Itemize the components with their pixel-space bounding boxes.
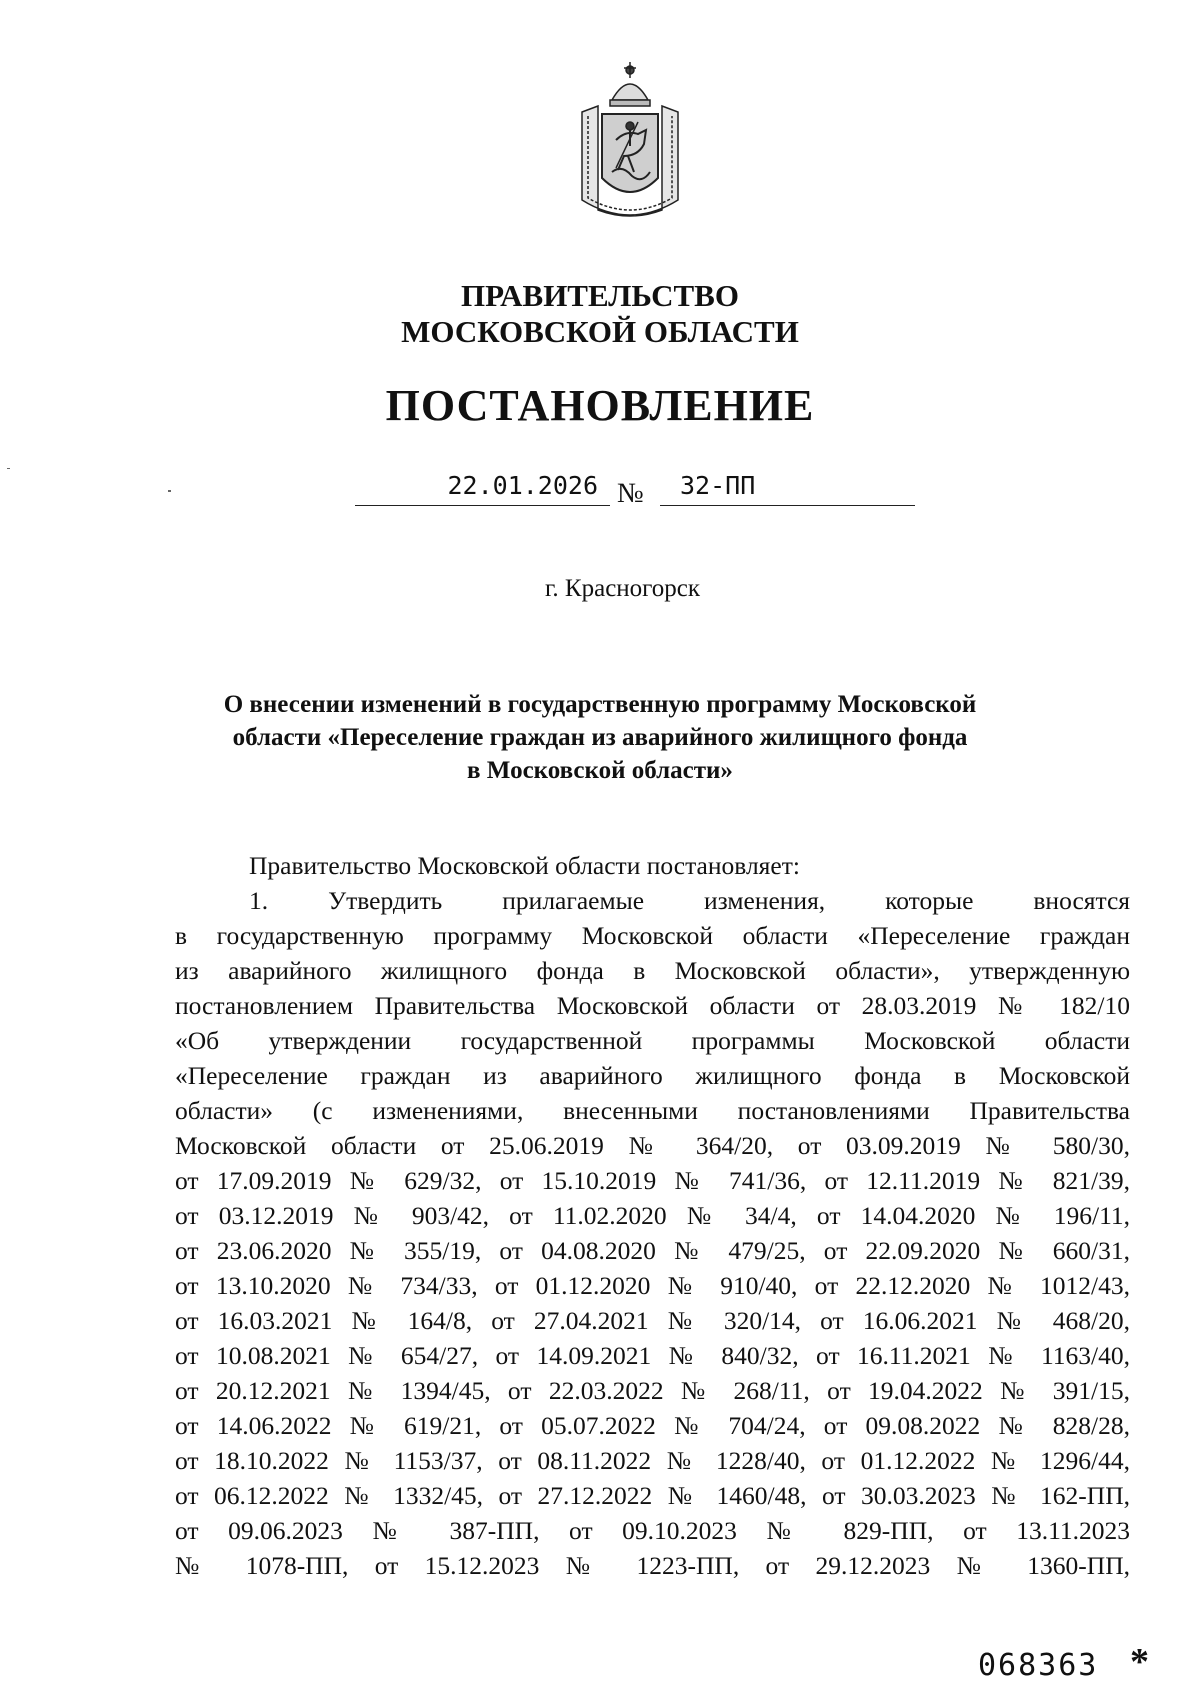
paragraph-line: из аварийного жилищного фонда в Московской области», утвержденную [175,956,1130,985]
serial-mark: * [1130,1641,1149,1683]
paragraph-line: от 16.03.2021 № 164/8, от 27.04.2021 № 320/14, от 16.06.2021 № 468/20, [175,1306,1130,1335]
document-date: 22.01.2026 [355,468,610,506]
paragraph-line: области» (с изменениями, внесенными постановлениями Правительства [175,1096,1130,1125]
coat-of-arms-icon [568,60,692,220]
document-title [0,688,1200,787]
registration-block [355,468,915,508]
paragraph-line: от 14.06.2022 № 619/21, от 05.07.2022 № 704/24, от 09.08.2022 № 828/28, [175,1411,1130,1440]
number-sign: № [617,478,644,509]
title-line: в Московской области» [467,757,733,784]
organization-name-line2: МОСКОВСКОЙ ОБЛАСТИ [401,314,799,349]
paragraph-line: от 20.12.2021 № 1394/45, от 22.03.2022 № 268/11, от 19.04.2022 № 391/15, [175,1376,1130,1405]
paragraph-line: 1. Утвердить прилагаемые изменения, которые вносятся [249,886,1130,915]
paragraph-line: в государственную программу Московской области «Переселение граждан [175,921,1130,950]
paragraph-line: Московской области от 25.06.2019 № 364/20, от 03.09.2019 № 580/30, [175,1131,1130,1160]
paragraph-line: от 06.12.2022 № 1332/45, от 27.12.2022 № 1460/48, от 30.03.2023 № 162-ПП, [175,1481,1130,1510]
paragraph-line: № 1078-ПП, от 15.12.2023 № 1223-ПП, от 29.12.2023 № 1360-ПП, [175,1551,1130,1580]
paragraph-1 [175,883,1130,1583]
organization-name-line1: ПРАВИТЕЛЬСТВО [461,278,739,313]
title-line: О внесении изменений в государственную программу Московской [223,691,977,718]
paragraph-line: от 13.10.2020 № 734/33, от 01.12.2020 № 910/40, от 22.12.2020 № 1012/43, [175,1271,1130,1300]
scan-speck [7,468,10,469]
scan-speck [168,490,171,492]
intro-sentence: Правительство Московской области постановляет: [249,851,800,880]
paragraph-line: от 18.10.2022 № 1153/37, от 08.11.2022 № 1228/40, от 01.12.2022 № 1296/44, [175,1446,1130,1475]
paragraph-line: от 23.06.2020 № 355/19, от 04.08.2020 № 479/25, от 22.09.2020 № 660/31, [175,1236,1130,1265]
paragraph-line: от 09.06.2023 № 387-ПП, от 09.10.2023 № 829-ПП, от 13.11.2023 [175,1516,1130,1545]
paragraph-line: от 03.12.2019 № 903/42, от 11.02.2020 № 34/4, от 14.04.2020 № 196/11, [175,1201,1130,1230]
document-type: ПОСТАНОВЛЕНИЕ [385,381,815,430]
paragraph-line: от 10.08.2021 № 654/27, от 14.09.2021 № 840/32, от 16.11.2021 № 1163/40, [175,1341,1130,1370]
title-line: области «Переселение граждан из аварийного жилищного фонда [232,724,968,751]
city: г. Красногорск [545,575,701,602]
paragraph-line: от 17.09.2019 № 629/32, от 15.10.2019 № 741/36, от 12.11.2019 № 821/39, [175,1166,1130,1195]
document-number: 32-ПП [660,468,915,506]
paragraph-line: «Переселение граждан из аварийного жилищного фонда в Московской [175,1061,1130,1090]
serial-number: 068363 [978,1648,1099,1683]
paragraph-line: постановлением Правительства Московской области от 28.03.2019 № 182/10 [175,991,1130,1020]
paragraph-line: «Об утверждении государственной программы Московской области [175,1026,1130,1055]
